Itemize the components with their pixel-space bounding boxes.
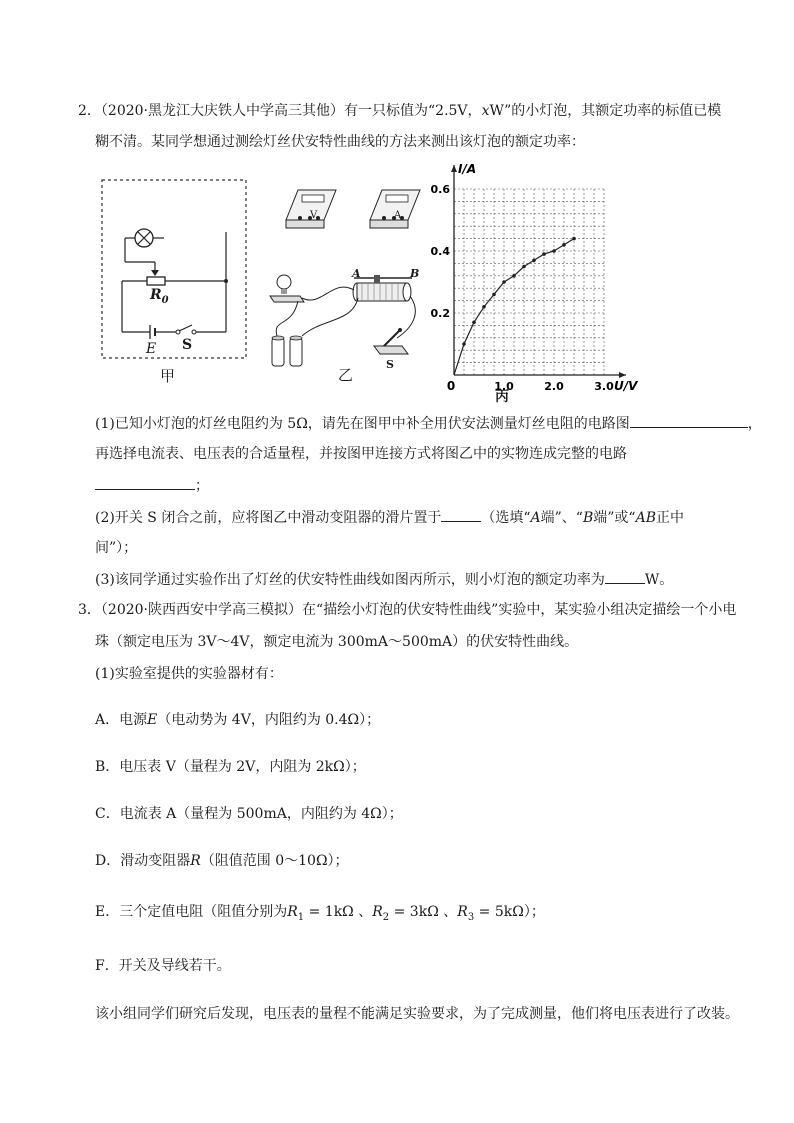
data-point	[572, 237, 576, 241]
q2-part1-line2: 再选择电流表、电压表的合适量程，并按图甲连接方式将图乙中的实物连成完整的电路	[95, 446, 627, 462]
q3-e-R2: R	[372, 904, 383, 920]
q3-equip-title: (1)实验室提供的实验器材有：	[95, 666, 283, 682]
q2-source: （2020·黑龙江大庆铁人中学高三其他）	[100, 103, 345, 119]
x-tick-label: 3.0	[594, 380, 614, 393]
x-axis-label: U/V	[614, 379, 638, 393]
figure-bing-chart	[430, 160, 638, 400]
battery-pair-icon	[272, 336, 302, 366]
answer-blank-3[interactable]	[441, 507, 481, 522]
q3-option-c: C．电流表 A（量程为 500mA，内阻约为 4Ω）；	[95, 806, 403, 822]
r0-label: $R_0$	[150, 287, 169, 306]
y-axis-label: I/A	[458, 162, 477, 176]
q2-number: 2．	[78, 103, 101, 119]
q2-part2-line1	[95, 507, 684, 528]
figure-yi-apparatus	[262, 178, 432, 373]
e-label: E	[146, 341, 157, 357]
q3-intro-a: 在“描绘小灯泡的伏安特性曲线”实验中，某实验小组决定描绘一个小电	[302, 602, 737, 618]
q3-line-2: 珠（额定电压为 3V～4V，额定电流为 300mA～500mA）的伏安特性曲线。	[95, 634, 579, 650]
voltmeter-label: V	[310, 210, 318, 221]
q2-part2-d: 端”或“	[593, 510, 636, 526]
q3-e-sub2: 2	[382, 911, 390, 923]
q2-part2-B: B	[582, 510, 594, 526]
rheostat-end-b: B	[410, 267, 420, 280]
figure-bing-caption: 丙	[495, 389, 509, 405]
x-axis-arrow	[619, 372, 626, 378]
q3-a-text2: （电动势为 4V，内阻约为 0.4Ω）；	[157, 712, 381, 728]
chart-grid	[454, 189, 604, 375]
q2-intro-b: W”的小灯泡，其额定功率的标值已模	[489, 103, 722, 119]
q3-a-text: A．电源	[95, 712, 148, 728]
q3-e-sub3: 3	[467, 911, 475, 923]
ammeter-label: A	[394, 210, 402, 221]
q2-part1-end: ；	[195, 478, 209, 494]
q2-line-1	[78, 101, 721, 121]
x-tick-label: 2.0	[544, 380, 564, 393]
q3-d-text: D．滑动变阻器	[95, 853, 191, 869]
data-point	[472, 321, 476, 325]
bulb-icon	[270, 275, 304, 302]
figure-jia-circuit	[98, 176, 250, 388]
q3-option-f: F．开关及导线若干。	[95, 958, 231, 974]
knife-switch-icon	[374, 328, 408, 354]
x-tick-label: 1.0	[494, 380, 514, 393]
origin-label: 0	[446, 379, 456, 393]
data-point	[512, 274, 516, 278]
data-point	[552, 249, 556, 253]
q2-part1-line1	[95, 413, 762, 434]
data-point	[502, 280, 506, 284]
q2-part3-text: (3)该同学通过实验作出了灯丝的伏安特性曲线如图丙所示，则小灯泡的额定功率为	[95, 572, 605, 588]
q2-part2-A: A	[530, 510, 541, 526]
q2-intro-a: 有一只标值为“2.5V，	[344, 103, 482, 119]
q3-number: 3．	[78, 602, 101, 618]
q3-source: （2020·陕西西安中学高三模拟）	[100, 602, 303, 618]
data-point	[532, 259, 536, 263]
q2-part2-c: 端”、“	[540, 510, 583, 526]
rheostat-icon	[147, 277, 165, 285]
q2-part2-b: （选填“	[481, 510, 531, 526]
q3-e-sub1: 1	[297, 911, 305, 923]
figure-yi-caption: 乙	[338, 366, 354, 384]
q3-a-E: E	[147, 712, 158, 728]
q3-option-a	[95, 710, 380, 730]
data-point	[562, 243, 566, 247]
q3-e-v1: = 1kΩ 、	[304, 904, 373, 920]
data-point	[542, 252, 546, 256]
switch-s-label: S	[386, 358, 394, 371]
q3-e-v2: = 3kΩ 、	[389, 904, 458, 920]
dashed-frame	[102, 180, 246, 358]
q2-part1-text: (1)已知小灯泡的灯丝电阻约为 5Ω，请先在图甲中补全用伏安法测量灯丝电阻的电路图	[95, 416, 630, 432]
s-label: S	[182, 337, 193, 353]
q3-conclusion: 该小组同学们研究后发现，电压表的量程不能满足实验要求，为了完成测量，他们将电压表进行了改装。	[95, 1006, 739, 1022]
q3-d-text2: （阻值范围 0～10Ω）；	[200, 853, 349, 869]
data-point	[492, 293, 496, 297]
switch-icon	[179, 325, 192, 331]
answer-blank-1[interactable]	[630, 413, 748, 428]
q3-d-R: R	[190, 853, 201, 869]
q3-e-R1: R	[287, 904, 298, 920]
q3-e-text: E．三个定值电阻（阻值分别为	[95, 904, 288, 920]
q2-line-2: 糊不清。某同学想通过测绘灯丝伏安特性曲线的方法来测出该灯泡的额定功率：	[95, 134, 585, 150]
q3-e-R3: R	[457, 904, 468, 920]
answer-blank-4[interactable]	[605, 569, 645, 584]
q3-line-1	[78, 600, 736, 620]
q3-option-d	[95, 851, 349, 871]
y-tick-label: 0.6	[430, 183, 450, 196]
q2-part1-punct: ，	[747, 416, 762, 432]
rheostat-apparatus-icon	[353, 275, 412, 301]
q2-part2-AB: AB	[635, 510, 656, 526]
data-point	[522, 265, 526, 269]
q2-part2-text: (2)开关 S 闭合之前，应将图乙中滑动变阻器的滑片置于	[95, 510, 442, 526]
rheostat-end-a: A	[352, 267, 361, 280]
answer-blank-2[interactable]	[95, 475, 195, 490]
y-tick-label: 0.4	[430, 245, 450, 258]
q2-part1-line3	[95, 475, 209, 496]
q2-part3-line	[95, 569, 673, 590]
q3-e-v3: = 5kΩ）；	[474, 904, 545, 920]
q2-part2-e: 正中	[655, 510, 684, 526]
data-point	[482, 305, 486, 309]
q3-option-b: B．电压表 V（量程为 2V，内阻为 2kΩ）；	[95, 759, 366, 775]
data-point	[462, 342, 466, 346]
figure-jia-caption: 甲	[160, 367, 176, 385]
q2-part2-line2: 间”）；	[95, 540, 138, 556]
y-axis-arrow	[451, 165, 457, 172]
y-tick-label: 0.2	[430, 307, 450, 320]
q2-intro-x: x	[481, 103, 490, 119]
q2-part3-unit: W。	[644, 572, 674, 588]
q3-option-e	[95, 902, 545, 928]
